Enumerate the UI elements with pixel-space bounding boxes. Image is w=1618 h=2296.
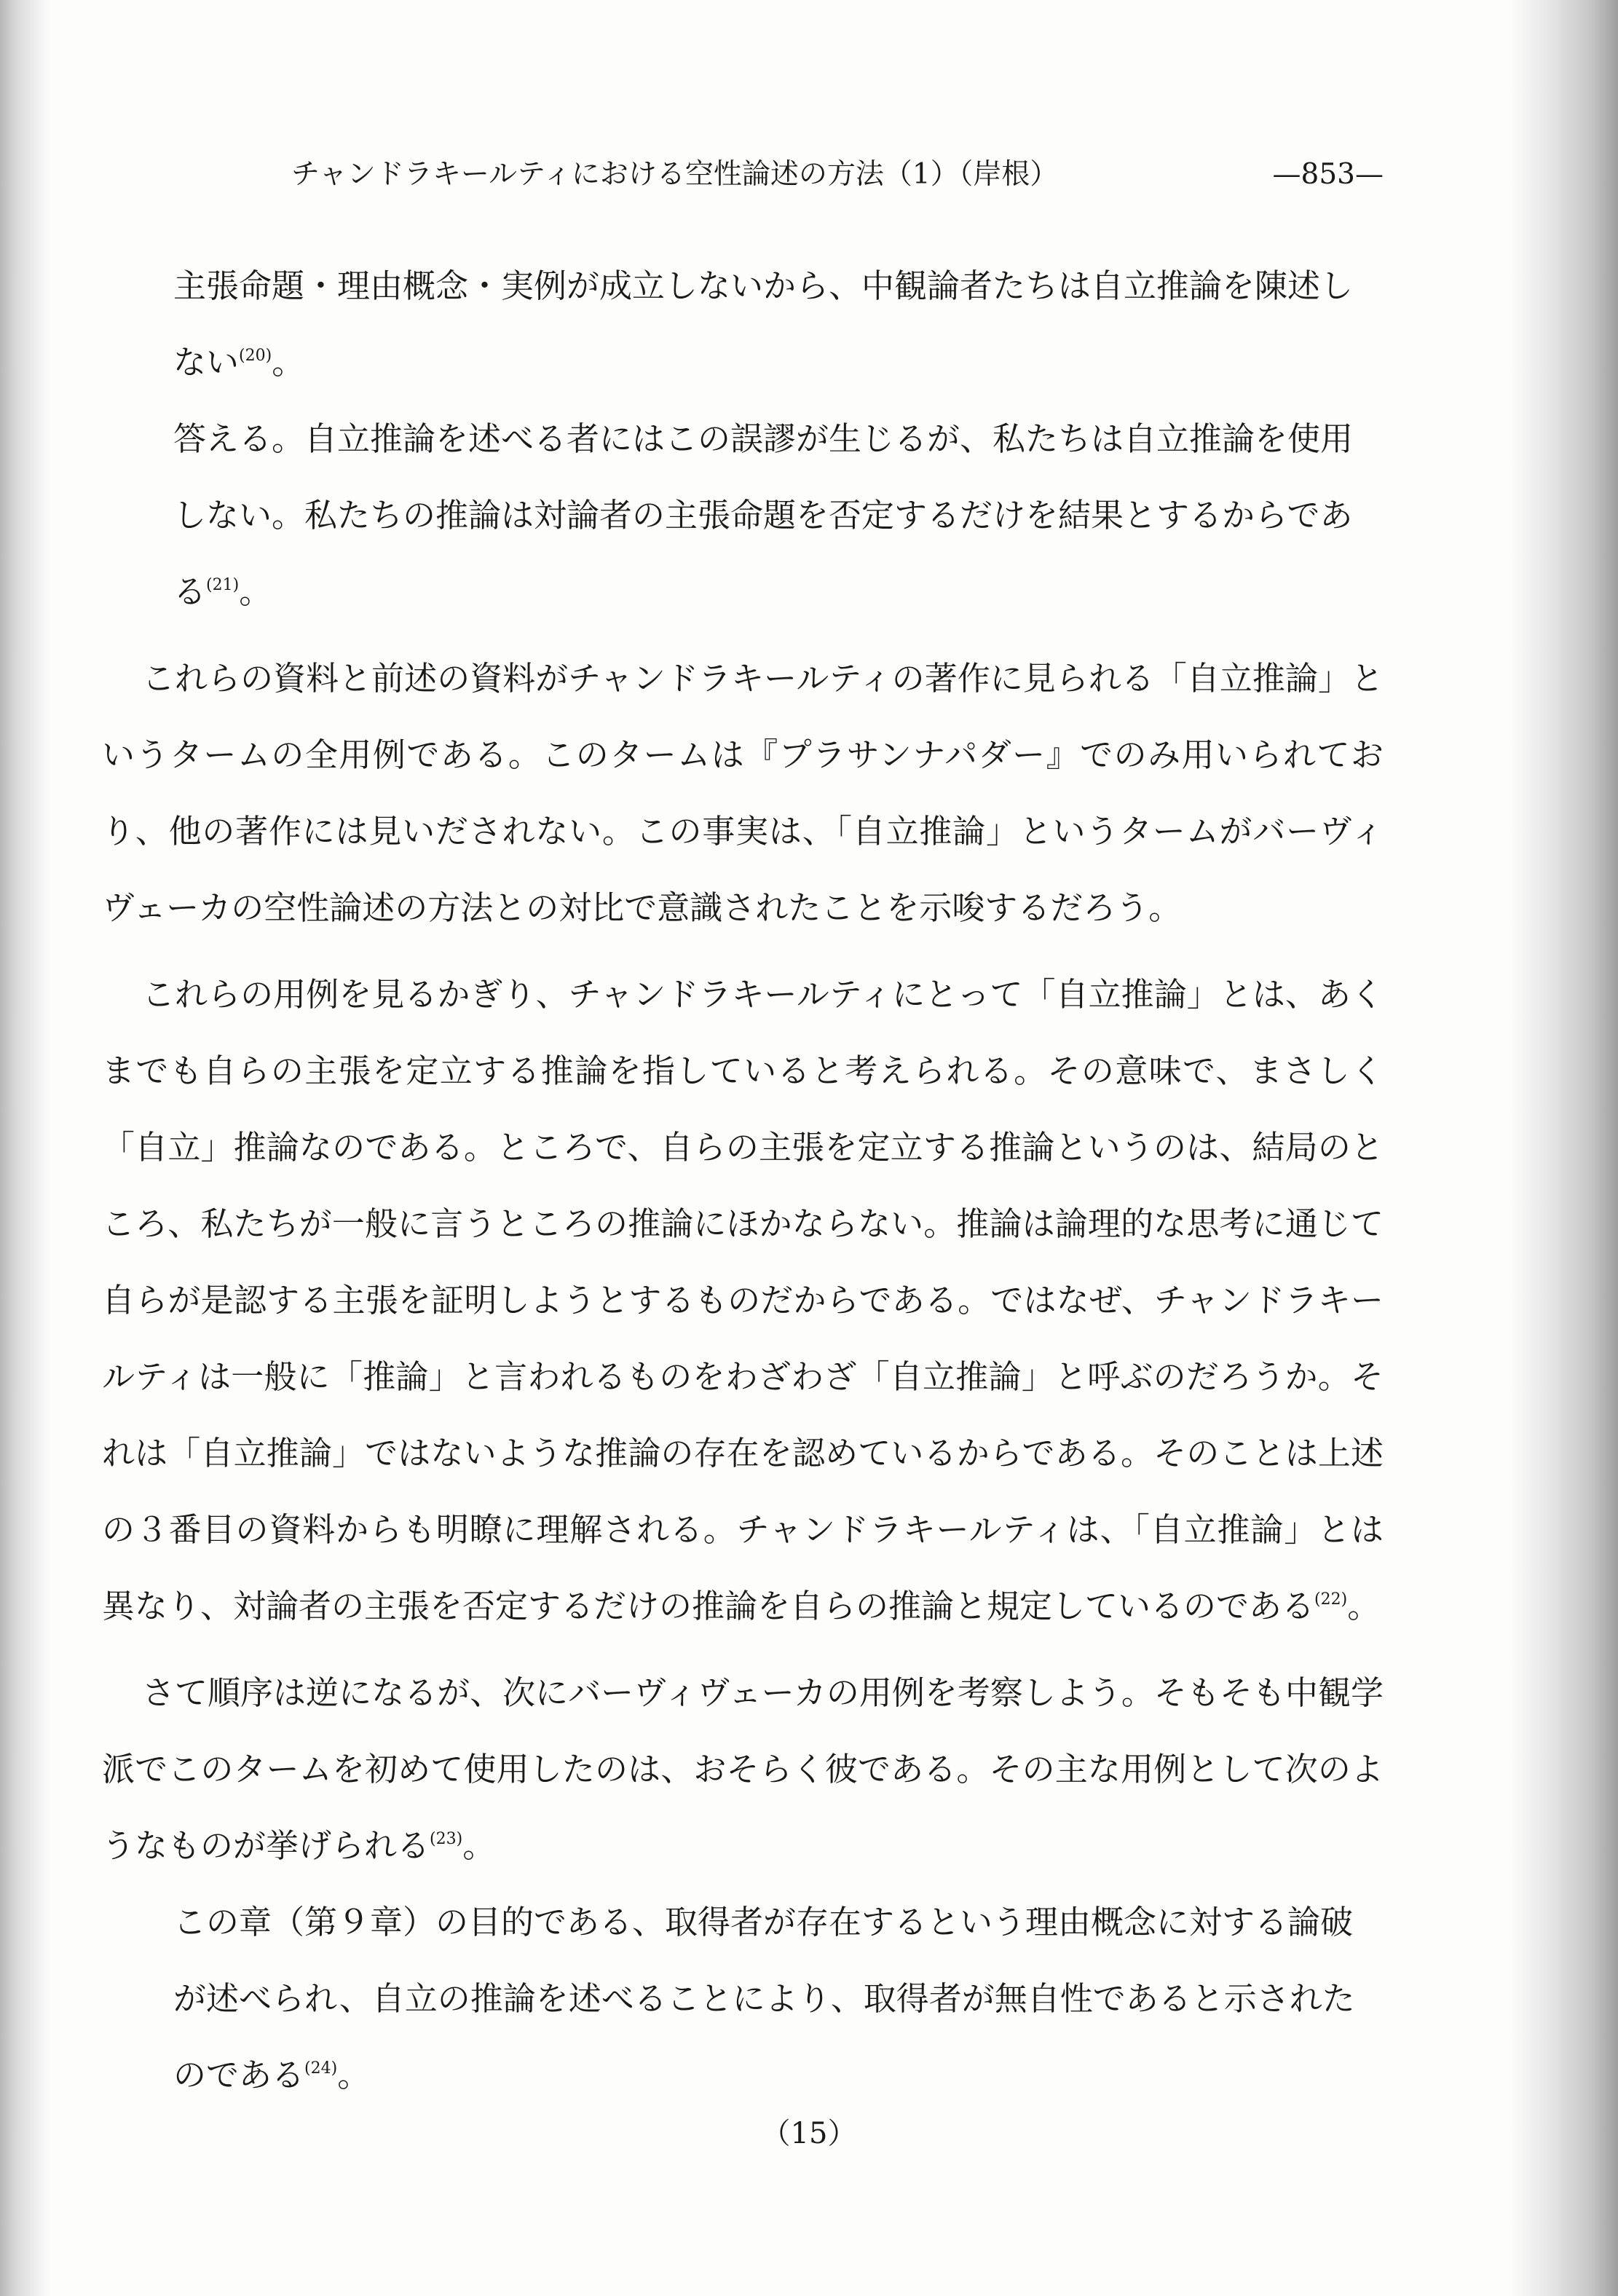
footnote-ref-24: (24)	[304, 2059, 338, 2078]
paragraph-2-end: 。	[1347, 1587, 1381, 1625]
footnote-ref-23: (23)	[430, 1830, 463, 1848]
quote-block-2	[102, 401, 1384, 630]
quote-1-end: 。	[272, 343, 305, 382]
paragraph-1	[102, 640, 1384, 946]
quote-block-3	[102, 1884, 1384, 2113]
running-header	[291, 149, 1384, 200]
header-title: チャンドラキールティにおける空性論述の方法（1）（岸根）	[291, 158, 1059, 191]
footnote-ref-20: (20)	[239, 347, 272, 365]
paragraph-3-end: 。	[462, 1826, 496, 1865]
paragraph-2-text: これらの用例を見るかぎり、チャンドラキールティにとって「自立推論」とは、あくまでも自らの主張を定立する推論を指していると考えられる。その意味で、まさしく「自立」推論なのである。ところで、自らの主張を定立する推論というのは、結局のところ、私たちが一般に言うところの推論にほかならない。推論は論理的な思考に通じて自らが是認する主張を証明しようとするものだからである。ではなぜ、チャンドラキールティは一般に「推論」と言われるものをわざわざ「自立推論」と呼ぶのだろうか。それは「自立推論」ではないような推論の存在を認めているからである。そのことは上述の３番目の資料からも明瞭に理解される。チャンドラキールティは、「自立推論」とは異なり、対論者の主張を否定するだけの推論を自らの推論と規定しているのである	[102, 975, 1384, 1625]
paragraph-3-text: さて順序は逆になるが、次にバーヴィヴェーカの用例を考察しよう。そもそも中観学派でこのタームを初めて使用したのは、おそらく彼である。その主な用例として次のようなものが挙げられる	[102, 1673, 1384, 1865]
body-text	[102, 248, 1384, 2113]
scan-shadow-left	[0, 0, 51, 2296]
quote-2-end: 。	[239, 572, 272, 611]
quote-3-text: この章（第９章）の目的である、取得者が存在するという理由概念に対する論破が述べられ、自立の推論を述べることにより、取得者が無自性であると示されたのである	[173, 1903, 1355, 2094]
quote-2-text: 答える。自立推論を述べる者にはこの誤謬が生じるが、私たちは自立推論を使用しない。私たちの推論は対論者の主張命題を否定するだけを結果とするからである	[173, 419, 1354, 611]
quote-3-end: 。	[337, 2056, 371, 2094]
footnote-ref-21: (21)	[206, 576, 240, 594]
header-page-number: —853—	[1272, 158, 1384, 191]
footnote-ref-22: (22)	[1314, 1590, 1348, 1609]
quote-1-text: 主張命題・理由概念・実例が成立しないから、中観論者たちは自立推論を陳述しない	[173, 267, 1354, 382]
footer-page-label: （15）	[761, 2117, 857, 2150]
paragraph-1-text: これらの資料と前述の資料がチャンドラキールティの著作に見られる「自立推論」というタームの全用例である。このタームは『プラサンナパダー』でのみ用いられており、他の著作には見いだされない。この事実は、「自立推論」というタームがバーヴィヴェーカの空性論述の方法との対比で意識されたことを示唆するだろう。	[102, 659, 1384, 927]
page-footer	[0, 2112, 1618, 2155]
quote-block-1	[102, 248, 1384, 401]
paragraph-3	[102, 1654, 1384, 1884]
scan-shadow-right	[1509, 0, 1618, 2296]
paragraph-2	[102, 956, 1384, 1644]
